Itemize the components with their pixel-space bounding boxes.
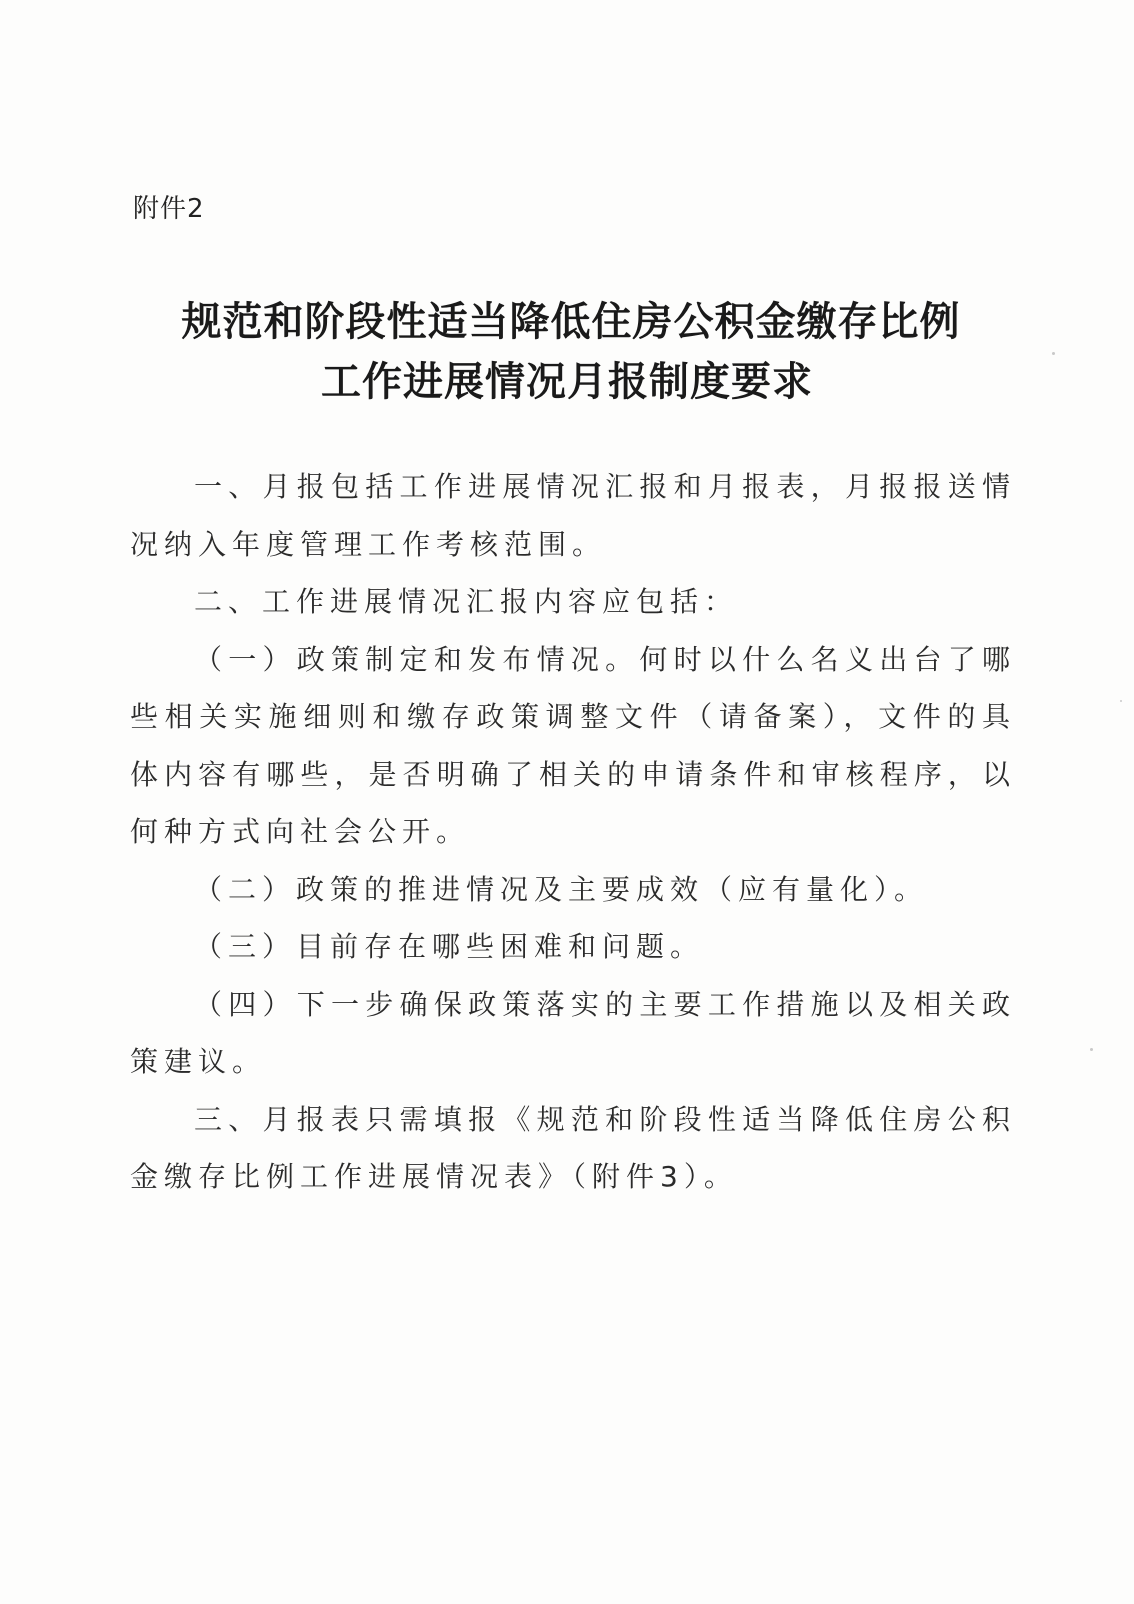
- paragraph-3: （一）政策制定和发布情况。何时以什么名义出台了哪些相关实施细则和缴存政策调整文件（请备案），文件的具体内容有哪些，是否明确了相关的申请条件和审核程序，以何种方式向社会公开。: [130, 642, 1016, 848]
- attachment-label: 附件2: [133, 194, 205, 224]
- paragraph-2: 二、工作进展情况汇报内容应包括：: [194, 585, 739, 618]
- document-body: [130, 458, 1016, 1206]
- paragraph-7: 三、月报表只需填报《规范和阶段性适当降低住房公积金缴存比例工作进展情况表》（附件3）。: [130, 1102, 1016, 1193]
- paragraph-5: （三）目前存在哪些困难和问题。: [194, 930, 705, 963]
- scan-speck: [1090, 1048, 1093, 1051]
- scan-speck: [1052, 352, 1055, 355]
- paragraph-1: 一、月报包括工作进展情况汇报和月报表，月报报送情况纳入年度管理工作考核范围。: [130, 470, 1016, 561]
- document-title-line-2: 工作进展情况月报制度要求: [321, 358, 813, 405]
- paragraph-4: （二）政策的推进情况及主要成效（应有量化）。: [194, 872, 929, 906]
- document-title-line-1: 规范和阶段性适当降低住房公积金缴存比例: [181, 298, 961, 345]
- scan-speck: [1120, 700, 1122, 702]
- paragraph-6: （四）下一步确保政策落实的主要工作措施以及相关政策建议。: [130, 987, 1016, 1078]
